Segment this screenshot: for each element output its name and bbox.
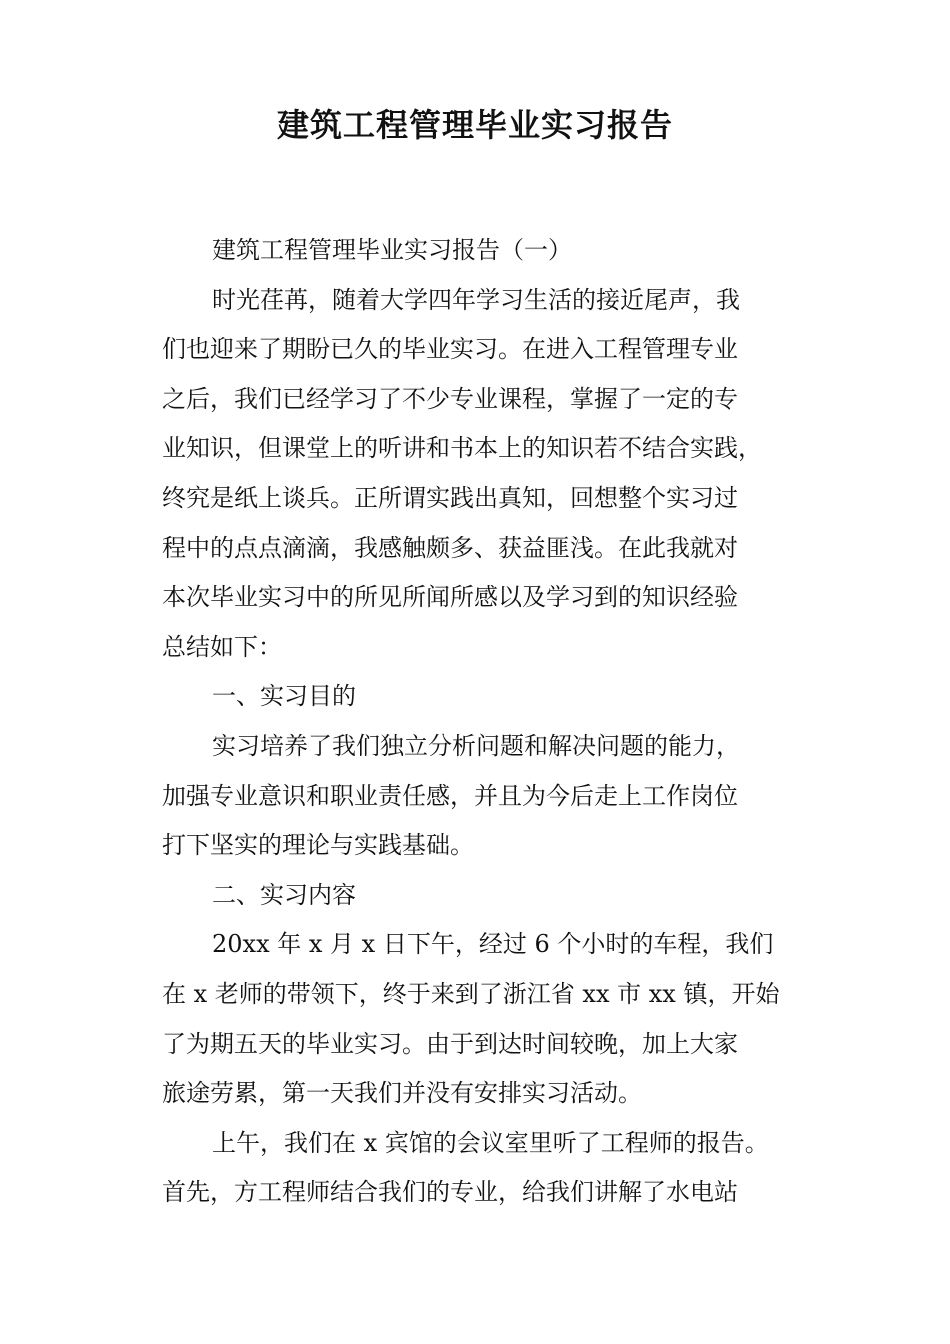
body-line: 之后，我们已经学习了不少专业课程，掌握了一定的专 [162,384,738,413]
body-line: 上午，我们在 x 宾馆的会议室里听了工程师的报告。 [212,1128,769,1157]
section-heading: 一、实习目的 [212,682,356,711]
body-line: 总结如下： [162,632,282,661]
body-line: 终究是纸上谈兵。正所谓实践出真知，回想整个实习过 [162,483,738,512]
document-body [162,226,812,1218]
body-line: 建筑工程管理毕业实习报告（一） [212,236,572,264]
body-line: 业知识，但课堂上的听讲和书本上的知识若不结合实践， [162,434,762,463]
body-line: 加强专业意识和职业责任感，并且为今后走上工作岗位 [162,781,738,810]
body-line: 旅途劳累，第一天我们并没有安排实习活动。 [162,1079,642,1108]
section-heading: 二、实习内容 [212,880,356,909]
document-title: 建筑工程管理毕业实习报告 [276,106,673,144]
body-line: 时光荏苒，随着大学四年学习生活的接近尾声，我 [212,285,740,314]
body-line: 们也迎来了期盼已久的毕业实习。在进入工程管理专业 [162,335,738,364]
body-line: 在 x 老师的带领下，终于来到了浙江省 xx 市 xx 镇，开始 [162,979,780,1008]
body-line: 20xx 年 x 月 x 日下午，经过 6 个小时的车程，我们 [212,930,774,959]
body-line: 实习培养了我们独立分析问题和解决问题的能力， [212,731,740,760]
body-line: 首先，方工程师结合我们的专业，给我们讲解了水电站 [162,1178,738,1207]
body-line: 了为期五天的毕业实习。由于到达时间较晚，加上大家 [162,1029,738,1058]
body-line: 程中的点点滴滴，我感触颇多、获益匪浅。在此我就对 [162,533,738,562]
body-line: 打下坚实的理论与实践基础。 [162,831,474,860]
body-line: 本次毕业实习中的所见所闻所感以及学习到的知识经验 [162,583,738,612]
